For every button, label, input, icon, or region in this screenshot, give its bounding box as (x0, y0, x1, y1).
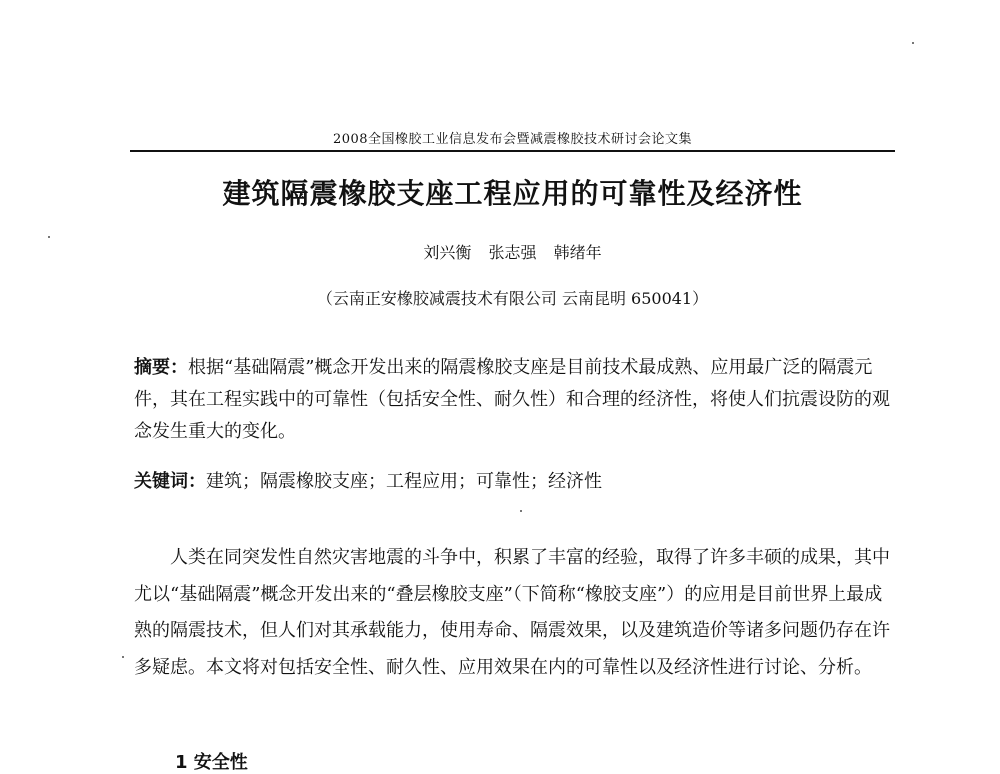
scan-speck (122, 656, 124, 658)
scan-speck (912, 42, 914, 44)
abstract-text: 根据“基础隔震”概念开发出来的隔震橡胶支座是目前技术最成熟、应用最广泛的隔震元件，其在工程实践中的可靠性（包括安全性、耐久性）和合理的经济性，将使人们抗震设防的观念发生重大的变化。 (134, 357, 890, 442)
affiliation: （云南正安橡胶减震技术有限公司 云南昆明 650041） (316, 289, 709, 308)
keywords (134, 466, 894, 498)
keywords-text: 建筑；隔震橡胶支座；工程应用；可靠性；经济性 (206, 471, 602, 492)
abstract (134, 352, 894, 448)
body-paragraph: 人类在同突发性自然灾害地震的斗争中，积累了丰富的经验，取得了许多丰硕的成果，其中尤以“基础隔震”概念开发出来的“叠层橡胶支座”（下简称“橡胶支座”）的应用是目前世界上最成熟的隔震技术，但人们对其承载能力，使用寿命、隔震效果，以及建筑造价等诸多问题仍存在许多疑虑。本文将对包括安全性、耐久性、应用效果在内的可靠性以及经济性进行讨论、分析。 (134, 547, 890, 678)
header-rule (130, 150, 895, 152)
scan-speck (520, 510, 522, 512)
keywords-label: 关键词： (134, 471, 206, 492)
scan-speck (48, 236, 50, 238)
author-list: 刘兴衡 张志强 韩绪年 (423, 243, 602, 262)
proceedings-header: 2008全国橡胶工业信息发布会暨减震橡胶技术研讨会论文集 (332, 132, 693, 147)
section-heading: 1 安全性 (175, 752, 248, 773)
paper-title: 建筑隔震橡胶支座工程应用的可靠性及经济性 (222, 177, 803, 210)
abstract-label: 摘要： (134, 357, 188, 378)
